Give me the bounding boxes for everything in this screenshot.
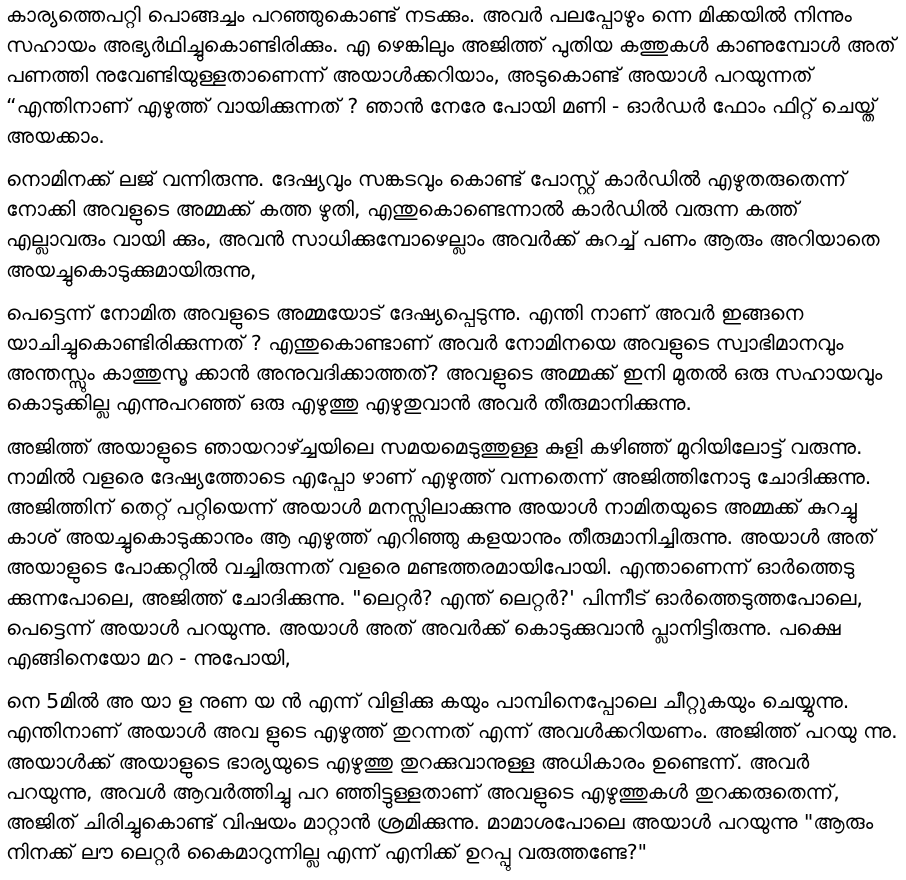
paragraph-2: നൊമിനക്ക് ലജ് വന്നിരുന്നു. ദേഷ്യവും സങ്കടവും കൊണ്ട് പോസ്റ്റ് കാർഡിൽ എഴുതരുതെന്ന് നോക്കി അവളുടെ അമ്മക്ക് കത്ത ഴുതി, എന്തുകൊണ്ടെന്നാൽ കാർഡിൽ വരുന്ന കത്ത് എല്ലാവരും വായി ക്കും, അവൻ സാധിക്കുമ്പോഴെല്ലാം അവർക്ക് കുറച്ച് പണം ആരും അറിയാതെ അയച്ചുകൊടുക്കുമായിരുന്നു,: [6, 167, 880, 282]
paragraph-3: പെട്ടെന്ന് നോമിത അവളുടെ അമ്മയോട് ദേഷ്യപ്പെടുന്നു. എന്തി നാണ് അവർ ഇങ്ങനെ യാചിച്ചുകൊണ്ടിരിക്കുന്നത് ? എന്തുകൊണ്ടാണ് അവർ നോമിനയെ അവളുടെ സ്വാഭിമാനവും അന്തസ്സും കാത്തുസൂ ക്കാൻ അനുവദിക്കാത്തത്? അവളുടെ അമ്മക്ക് ഇനി മുതൽ ഒരു സഹായവും കൊടുക്കില്ല എന്നുപറഞ്ഞ് ഒരു എഴുത്തു എഴുതുവാൻ അവർ തീരുമാനിക്കുന്നു.: [6, 300, 883, 416]
paragraph-1: കാര്യത്തെപറ്റി പൊങ്ങച്ചം പറഞ്ഞുകൊണ്ട് നടക്കും. അവർ പലപ്പോഴും ന്നെ മിക്കയിൽ നിന്നും സഹായം അഭ്യർഥിച്ചുകൊണ്ടിരിക്കും. എ ഴെങ്കിലും അജിത്ത് പുതിയ കത്തുകൾ കാണുമ്പോൾ അത് പണത്തി നുവേണ്ടിയുള്ളതാണെന്ന് അയാൾക്കറിയാം, അടുകൊണ്ട് അയാൾ പറയുന്നത് “എന്തിനാണ് എഴുത്ത് വായിക്കുന്നത് ? ഞാൻ നേരേ പോയി മണി - ഓർഡർ ഫോം ഫിറ്റ് ചെയ്ത് അയക്കാം.: [6, 3, 896, 148]
paragraph-5: നെ 5മിൽ അ യാ ള നുണ യ ൻ എന്ന് വിളിക്കു കയും പാമ്പിനെപ്പോലെ ചീറ്റുകയും ചെയ്യുന്നു. എന്തിനാണ് അയാൾ അവ ളുടെ എഴുത്ത് തുറന്നത് എന്ന് അവൾക്കറിയണം. അജിത്ത് പറയു ന്നു. അയാൾക്ക് അയാളുടെ ഭാര്യയുടെ എഴുത്തു തുറക്കുവാനുള്ള അധികാരം ഉണ്ടെന്ന്. അവർ പറയുന്നു, അവൾ ആവർത്തിച്ചു പറ ഞ്ഞിട്ടുള്ളതാണ് അവളുടെ എഴുത്തുകൾ തുറക്കരുതെന്ന്, അജിത് ചിരിച്ചുകൊണ്ട് വിഷയം മാറ്റാൻ ശ്രമിക്കുന്നു. മാമാശപോലെ അയാൾ പറയുന്നു "ആരും നിനക്ക് ലൗ ലെറ്റർ കൈമാറുന്നില്ല എന്ന് എനിക്ക് ഉറപ്പു വരുത്തണ്ടേ?": [6, 689, 898, 865]
paragraph-4: അജിത്ത് അയാളുടെ ഞായറാഴ്ച്ചയിലെ സമയമെടുത്തുള്ള കുളി കഴിഞ്ഞ് മുറിയിലോട്ട് വരുന്നു. നാമിൽ വളരെ ദേഷ്യത്തോടെ എപ്പോ ഴാണ് എഴുത്ത് വന്നതെന്ന് അജിത്തിനോടു ചോദിക്കുന്നു. അജിത്തിന് തെറ്റ് പറ്റിയെന്ന് അയാൾ മനസ്സിലാക്കുന്നു അയാൾ നാമിതയുടെ അമ്മക്ക് കുറച്ചു കാശ് അയച്ചുകൊടുക്കാനും ആ എഴുത്ത് എറിഞ്ഞു കളയാനും തീരുമാനിച്ചിരുന്നു. അയാൾ അത് അയാളുടെ പോക്കറ്റിൽ വച്ചിരുന്നത് വളരെ മണ്ടത്തരമായിപോയി. എന്താണെന്ന് ഓർത്തെടു ക്കുന്നപോലെ, അജിത്ത് ചോദിക്കുന്നു. "ലെറ്റർ? എന്ത് ലെറ്റർ?' പിന്നീട് ഓർത്തെടുത്തപോലെ, പെട്ടെന്ന് അയാൾ പറയുന്നു. അയാൾ അത് അവർക്ക് കൊടുക്കുവാൻ പ്ലാനിട്ടിരുന്നു. പക്ഷെ എങ്ങിനെയോ മറ - ന്നുപോയി,: [6, 434, 876, 671]
document-body: [6, 0, 902, 880]
